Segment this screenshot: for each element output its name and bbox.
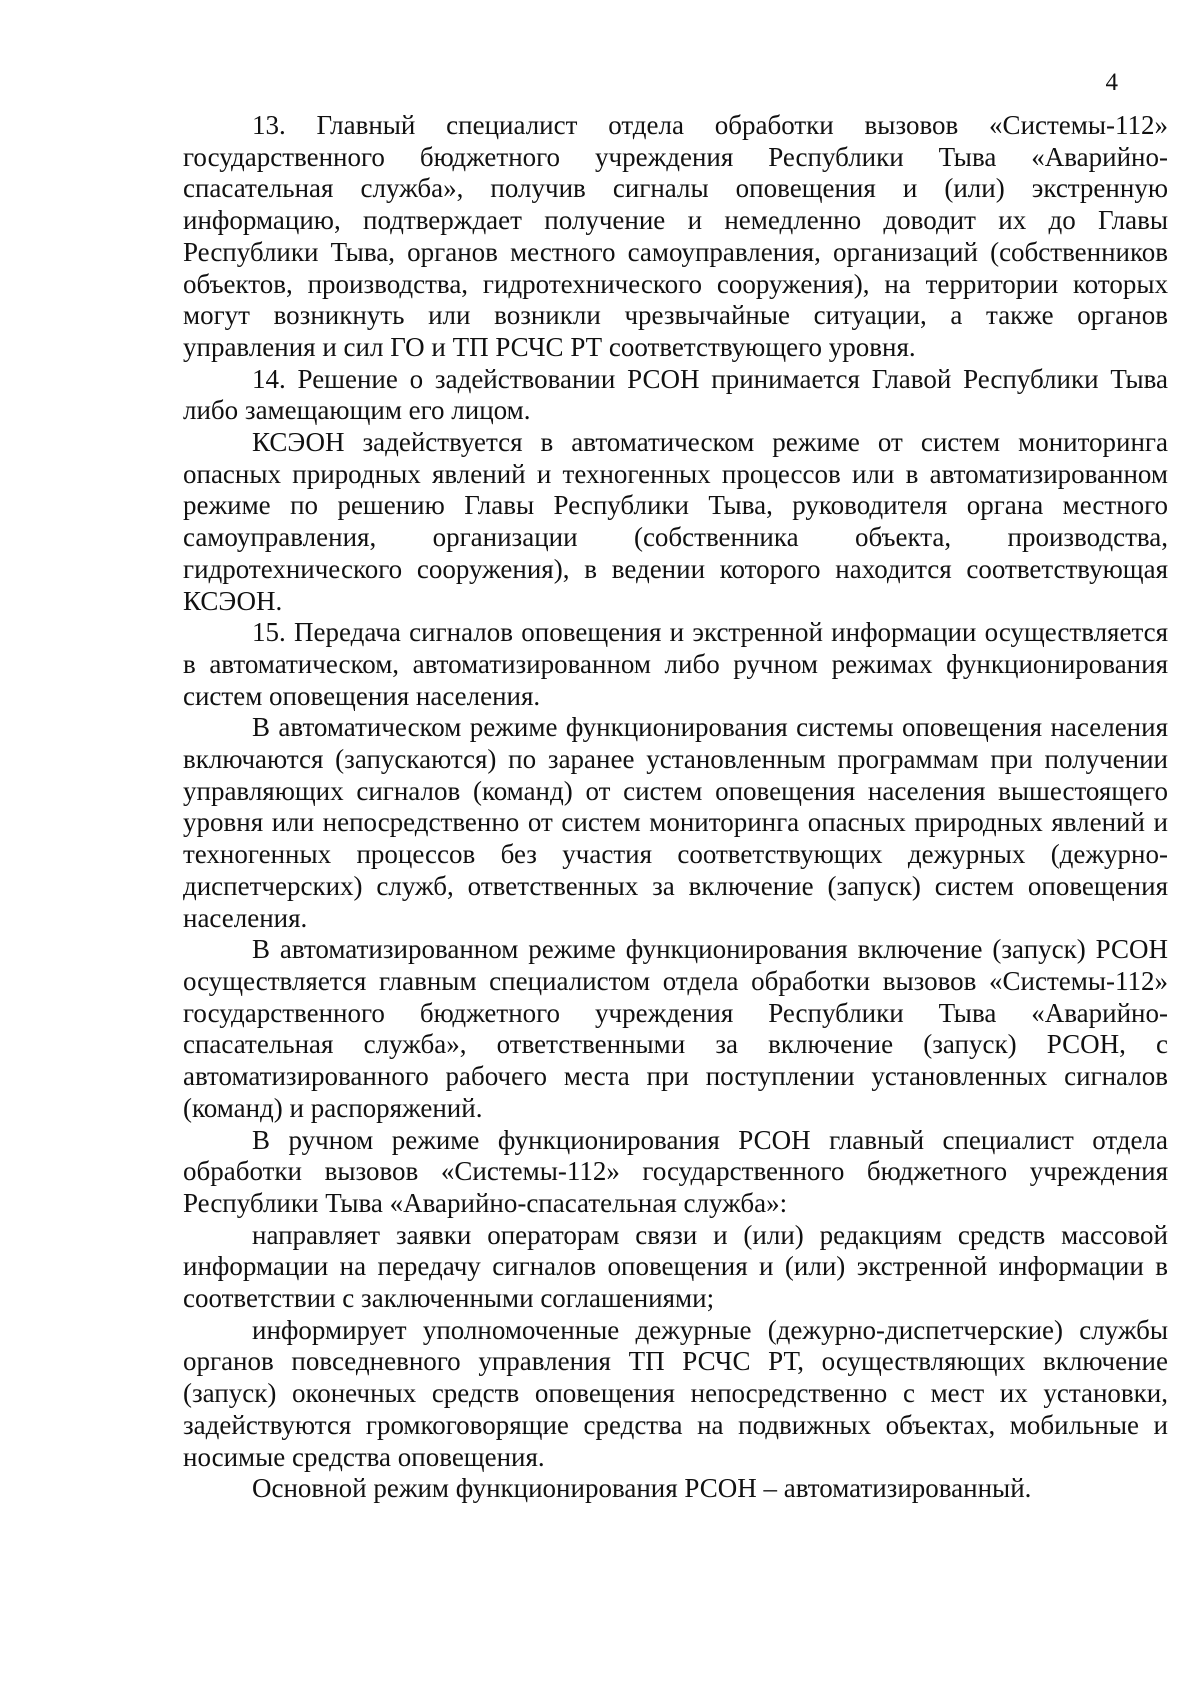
paragraph-13: 13. Главный специалист отдела обработки вызовов «Системы-112» государственного бюджетного учреждения Республики Тыва «Аварийно-спасательная служба», получив сигналы оповещения и (или) экстренную информацию, подтверждает получение и немедленно доводит их до Главы Республики Тыва, органов местного самоуправления, организаций (собственников объектов, производства, гидротехнического сооружения), на территории которых могут возникнуть или возникли чрезвычайные ситуации, а также органов управления и сил ГО и ТП РСЧС РТ соответствующего уровня. (183, 110, 1168, 362)
paragraph-14: 14. Решение о задействовании РСОН принимается Главой Республики Тыва либо замещающим его лицом. (183, 363, 1168, 426)
paragraph-automatic-mode: В автоматическом режиме функционирования системы оповещения населения включаются (запускаются) по заранее установленным программам при получении управляющих сигналов (команд) от систем оповещения населения вышестоящего уровня или непосредственно от систем мониторинга опасных природных явлений и техногенных процессов без участия соответствующих дежурных (дежурно-диспетчерских) служб, ответственных за включение (запуск) систем оповещения населения. (183, 712, 1168, 933)
page-number: 4 (1105, 69, 1118, 96)
paragraph-informs-services: информирует уполномоченные дежурные (дежурно-диспетчерские) службы органов повседневного управления ТП РСЧС РТ, осуществляющих включение (запуск) оконечных средств оповещения непосредственно с мест их установки, задействуются громкоговорящие средства на подвижных объектах, мобильные и носимые средства оповещения. (183, 1314, 1168, 1472)
paragraph-15: 15. Передача сигналов оповещения и экстренной информации осуществляется в автоматическом, автоматизированном либо ручном режимах функционирования систем оповещения населения. (183, 617, 1168, 711)
paragraph-manual-mode: В ручном режиме функционирования РСОН главный специалист отдела обработки вызовов «Системы-112» государственного бюджетного учреждения Республики Тыва «Аварийно-спасательная служба»: (183, 1124, 1168, 1218)
paragraph-main-mode: Основной режим функционирования РСОН – автоматизированный. (252, 1473, 1032, 1504)
paragraph-automated-mode: В автоматизированном режиме функционирования включение (запуск) РСОН осуществляется главным специалистом отдела обработки вызовов «Системы-112» государственного бюджетного учреждения Республики Тыва «Аварийно-спасательная служба», ответственными за включение (запуск) РСОН, с автоматизированного рабочего места при поступлении установленных сигналов (команд) и распоряжений. (183, 934, 1168, 1123)
paragraph-kseon: КСЭОН задействуется в автоматическом режиме от систем мониторинга опасных природных явлений и техногенных процессов или в автоматизированном режиме по решению Главы Республики Тыва, руководителя органа местного самоуправления, организации (собственника объекта, производства, гидротехнического сооружения), в ведении которого находится соответствующая КСЭОН. (183, 427, 1168, 616)
document-body (183, 110, 1168, 1505)
paragraph-sends-requests: направляет заявки операторам связи и (или) редакциям средств массовой информации на передачу сигналов оповещения и (или) экстренной информации в соответствии с заключенными соглашениями; (183, 1219, 1168, 1314)
